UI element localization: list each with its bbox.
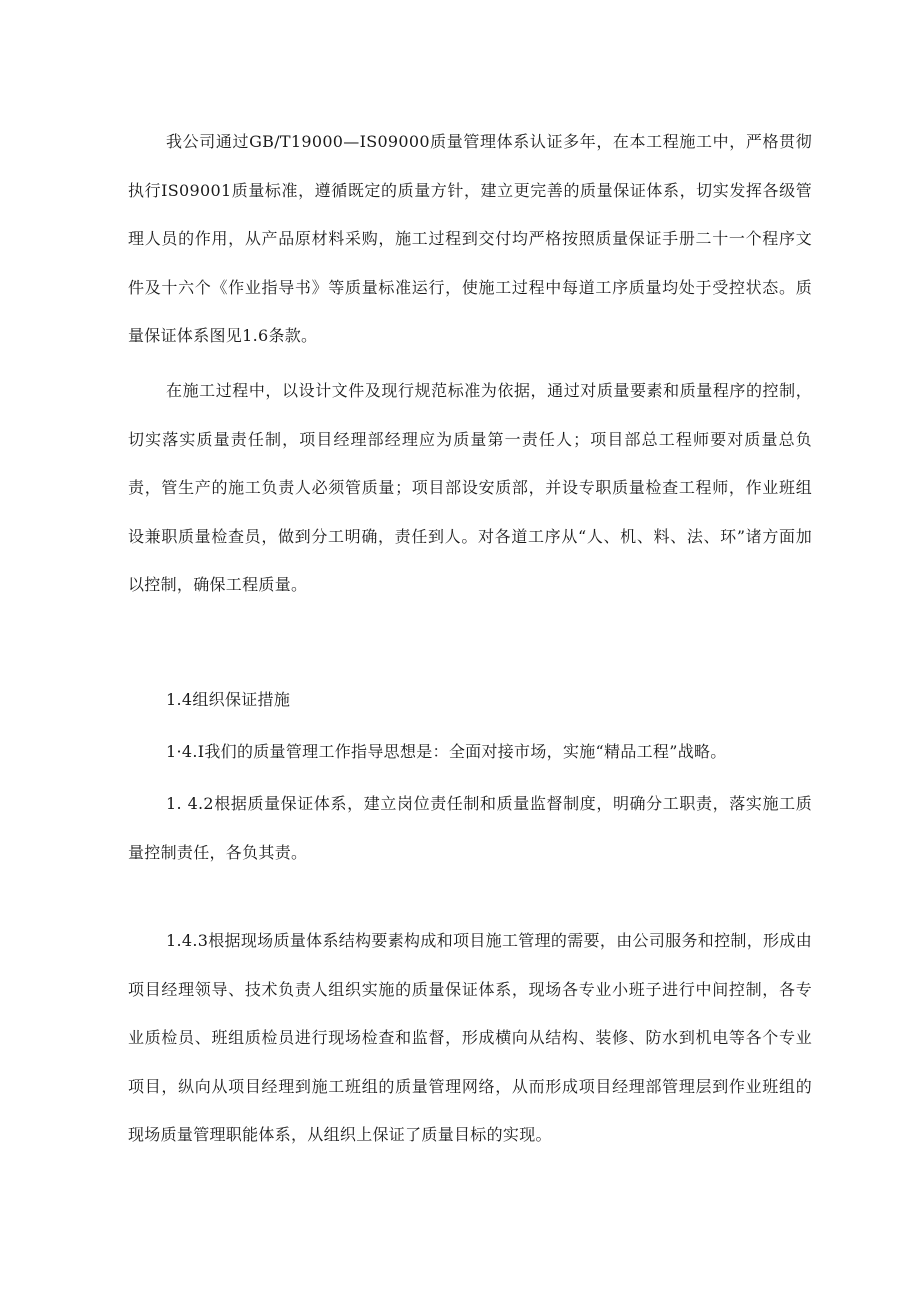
paragraph-quality-system-intro: 我公司通过GB/T19000—IS09000质量管理体系认证多年，在本工程施工中，严格贯彻执行IS09001质量标准，遵循既定的质量方针，建立更完善的质量保证体系，切实发挥各级管理人员的作用，从产品原材料采购，施工过程到交付均严格按照质量保证手册二十一个程序文件及十六个《作业指导书》等质量标准运行，使施工过程中每道工序质量均处于受控状态。质量保证体系图见1.6条款。 xyxy=(128,132,812,345)
paragraph-item-1-4-1: 1·4.I我们的质量管理工作指导思想是：全面对接市场，实施“精品工程”战略。 xyxy=(166,742,727,761)
paragraph-item-1-4-3: 1.4.3根据现场质量体系结构要素构成和项目施工管理的需要，由公司服务和控制，形成由项目经理领导、技术负责人组织实施的质量保证体系，现场各专业小班子进行中间控制，各专业质检员、班组质检员进行现场检查和监督，形成横向从结构、装修、防水到机电等各个专业项目，纵向从项目经理到施工班组的质量管理网络，从而形成项目经理部管理层到作业班组的现场质量管理职能体系，从组织上保证了质量目标的实现。 xyxy=(128,931,812,1144)
section-heading-organization-measures: 1.4组织保证措施 xyxy=(166,690,291,709)
paragraph-construction-process: 在施工过程中，以设计文件及现行规范标准为依据，通过对质量要素和质量程序的控制，切实落实质量责任制，项目经理部经理应为质量第一责任人；项目部总工程师要对质量总负责，管生产的施工负责人必须管质量；项目部设安质部，并设专职质量检查工程师，作业班组设兼职质量检查员，做到分工明确，责任到人。对各道工序从“人、机、料、法、环”诸方面加以控制，确保工程质量。 xyxy=(128,381,812,594)
paragraph-item-1-4-2: 1. 4.2根据质量保证体系，建立岗位责任制和质量监督制度，明确分工职责，落实施工质量控制责任，各负其责。 xyxy=(128,794,812,862)
